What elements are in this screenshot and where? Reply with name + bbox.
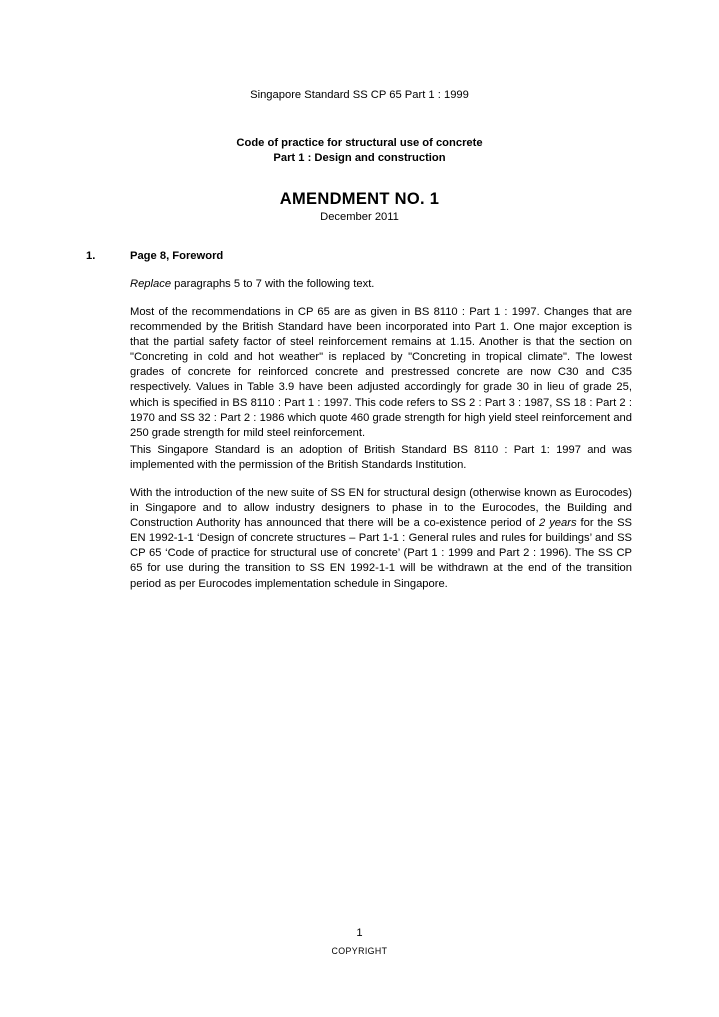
instruction-text: paragraphs 5 to 7 with the following text. <box>171 278 375 290</box>
copyright-notice: COPYRIGHT <box>331 946 388 956</box>
paragraph-adoption: This Singapore Standard is an adoption of British Standard BS 8110 : Part 1: 1997 and was implemented with the permission of the British Standards Institution. <box>130 444 632 472</box>
page-number: 1 <box>356 927 363 939</box>
title-line-1: Code of practice for structural use of concrete <box>236 137 483 149</box>
amendment-title: AMENDMENT NO. 1 <box>279 190 440 208</box>
document-title <box>0 136 719 166</box>
paragraph-recommendations: Most of the recommendations in CP 65 are as given in BS 8110 : Part 1 : 1997. Changes that are recommended by the British Standard have been incorporated into Part 1. One major exception is that the partial safety factor of steel reinforcement remains at 1.15. Another is that the section on "Concreting in cold and hot weather" is replaced by "Concreting in tropical climate". The lowest grades of concrete for reinforced concrete and prestressed concrete are now C30 and C35 respectively. Values in Table 3.9 have been adjusted accordingly for grade 30 in lieu of grade 25, which is specified in BS 8110 : Part 1 : 1997. This code refers to SS 2 : Part 3 : 1987, SS 18 : Part 2 : 1970 and SS 32 : Part 2 : 1986 which quote 460 grade strength for high yield steel reinforcement and 250 grade strength for mild steel reinforcement. <box>130 306 632 439</box>
title-line-2: Part 1 : Design and construction <box>273 152 446 164</box>
paragraph-eurocodes-part-b: for the SS EN 1992-1-1 ‘Design of concrete structures – Part 1-1 : General rules and rules for buildings’ and SS CP 65 ‘Code of practice for structural use of concrete’ (Part 1 : 1999 and Part 2 : 1996). The SS CP 65 for use during the transition to SS EN 1992-1-1 will be withdrawn at the end of the transition period as per Eurocodes implementation schedule in Singapore. <box>130 517 633 590</box>
instruction-verb: Replace <box>130 278 172 290</box>
item-number: 1. <box>86 250 96 262</box>
amendment-date: December 2011 <box>320 211 399 223</box>
item-heading: Page 8, Foreword <box>130 250 224 262</box>
paragraph-eurocodes-part-a: With the introduction of the new suite of SS EN for structural design (otherwise known as Eurocodes) in Singapore and to allow industry designers to phase in to the Eurocodes, the Building and Construction Authority has announced that there will be a co-existence period of <box>130 487 632 530</box>
standard-designation: Singapore Standard SS CP 65 Part 1 : 1999 <box>250 89 469 101</box>
paragraph-eurocodes <box>130 486 632 592</box>
item-instruction <box>130 278 374 290</box>
transition-period: 2 years <box>539 517 577 530</box>
